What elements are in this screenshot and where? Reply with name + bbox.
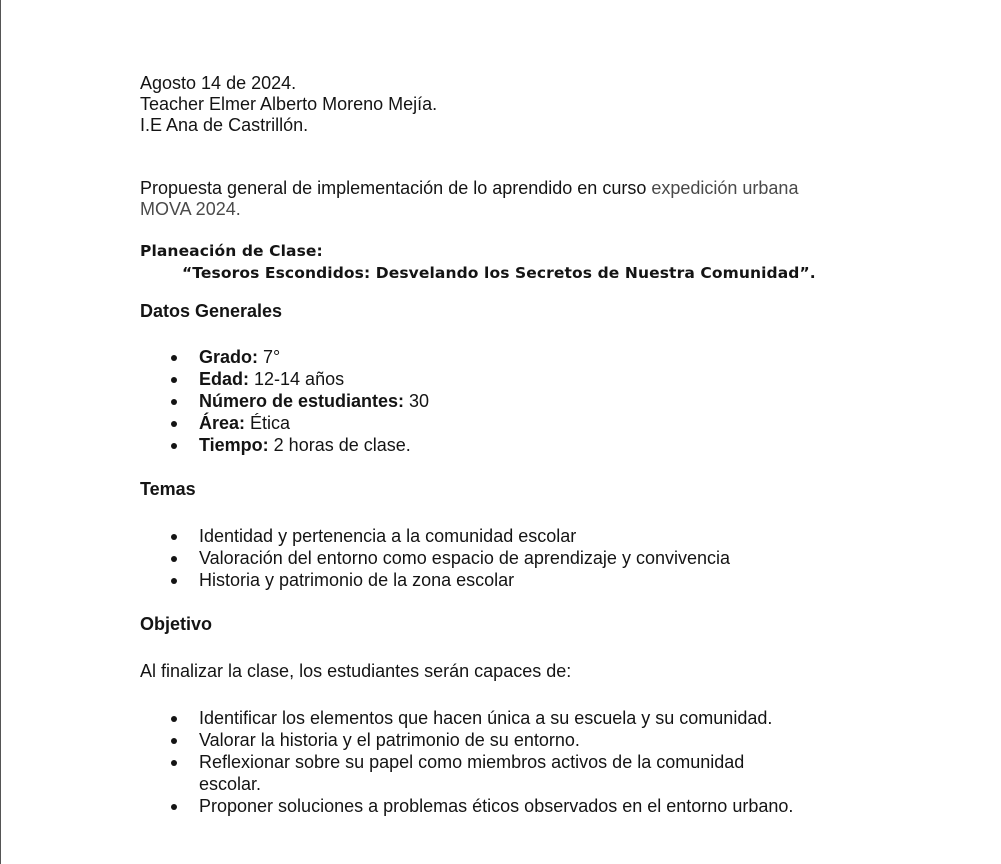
bullet-icon — [171, 443, 177, 449]
item-value: Ética — [245, 413, 291, 433]
objective-text: Valorar la historia y el patrimonio de su entorno. — [199, 730, 580, 750]
item-label: Edad: — [199, 369, 250, 389]
general-data-section — [140, 301, 960, 456]
item-label: Tiempo: — [199, 435, 269, 455]
list-item — [140, 547, 960, 569]
list-item — [140, 707, 960, 729]
topic-text: Historia y patrimonio de la zona escolar — [199, 570, 515, 590]
general-data-title: Datos Generales — [140, 301, 283, 321]
proposal-muted-text: expedición urbana — [646, 178, 799, 198]
objective-text: Proponer soluciones a problemas éticos observados en el entorno urbano. — [199, 796, 794, 816]
teacher-line: Teacher Elmer Alberto Moreno Mejía. — [140, 94, 438, 114]
document-body — [140, 73, 960, 817]
bullet-icon — [171, 421, 177, 427]
proposal-paragraph — [140, 178, 960, 220]
list-item — [140, 390, 960, 412]
list-item — [140, 525, 960, 547]
bullet-icon — [171, 355, 177, 361]
letter-header — [140, 73, 960, 136]
plan-title: “Tesoros Escondidos: Desvelando los Secretos de Nuestra Comunidad”. — [182, 264, 816, 282]
item-value: 12-14 años — [249, 369, 345, 389]
list-item — [140, 569, 960, 591]
item-value: 7° — [258, 347, 281, 367]
proposal-lead-text: Propuesta general de implementación de lo aprendido en curso — [140, 178, 647, 198]
class-plan — [140, 240, 960, 284]
objective-text-continued: escolar. — [199, 774, 262, 794]
bullet-icon — [171, 716, 177, 722]
item-label: Grado: — [199, 347, 259, 367]
bullet-icon — [171, 578, 177, 584]
list-item — [140, 434, 960, 456]
objective-text: Reflexionar sobre su papel como miembros activos de la comunidad — [199, 752, 745, 772]
page-left-edge — [0, 0, 1, 864]
topic-text: Valoración del entorno como espacio de aprendizaje y convivencia — [199, 548, 730, 568]
item-label: Número de estudiantes: — [199, 391, 405, 411]
objective-list — [140, 707, 960, 817]
bullet-icon — [171, 399, 177, 405]
item-label: Área: — [199, 413, 246, 433]
date-line: Agosto 14 de 2024. — [140, 73, 297, 93]
topics-section — [140, 479, 960, 591]
item-value: 30 — [404, 391, 430, 411]
proposal-line-2: MOVA 2024. — [140, 199, 241, 219]
topic-text: Identidad y pertenencia a la comunidad escolar — [199, 526, 577, 546]
list-item — [140, 729, 960, 751]
objective-title: Objetivo — [140, 614, 213, 634]
institution-line: I.E Ana de Castrillón. — [140, 115, 309, 135]
list-item — [140, 368, 960, 390]
general-data-list — [140, 346, 960, 456]
bullet-icon — [171, 738, 177, 744]
bullet-icon — [171, 556, 177, 562]
bullet-icon — [171, 804, 177, 810]
proposal-line-1 — [140, 178, 960, 199]
list-item — [140, 751, 960, 795]
bullet-icon — [171, 760, 177, 766]
list-item — [140, 346, 960, 368]
topics-title: Temas — [140, 479, 196, 499]
list-item — [140, 795, 960, 817]
objective-section — [140, 614, 960, 817]
bullet-icon — [171, 377, 177, 383]
objective-intro: Al finalizar la clase, los estudiantes serán capaces de: — [140, 661, 572, 681]
item-value: 2 horas de clase. — [268, 435, 411, 455]
list-item — [140, 412, 960, 434]
plan-heading: Planeación de Clase: — [140, 242, 323, 260]
objective-text: Identificar los elementos que hacen única a su escuela y su comunidad. — [199, 708, 773, 728]
bullet-icon — [171, 534, 177, 540]
topics-list — [140, 525, 960, 591]
